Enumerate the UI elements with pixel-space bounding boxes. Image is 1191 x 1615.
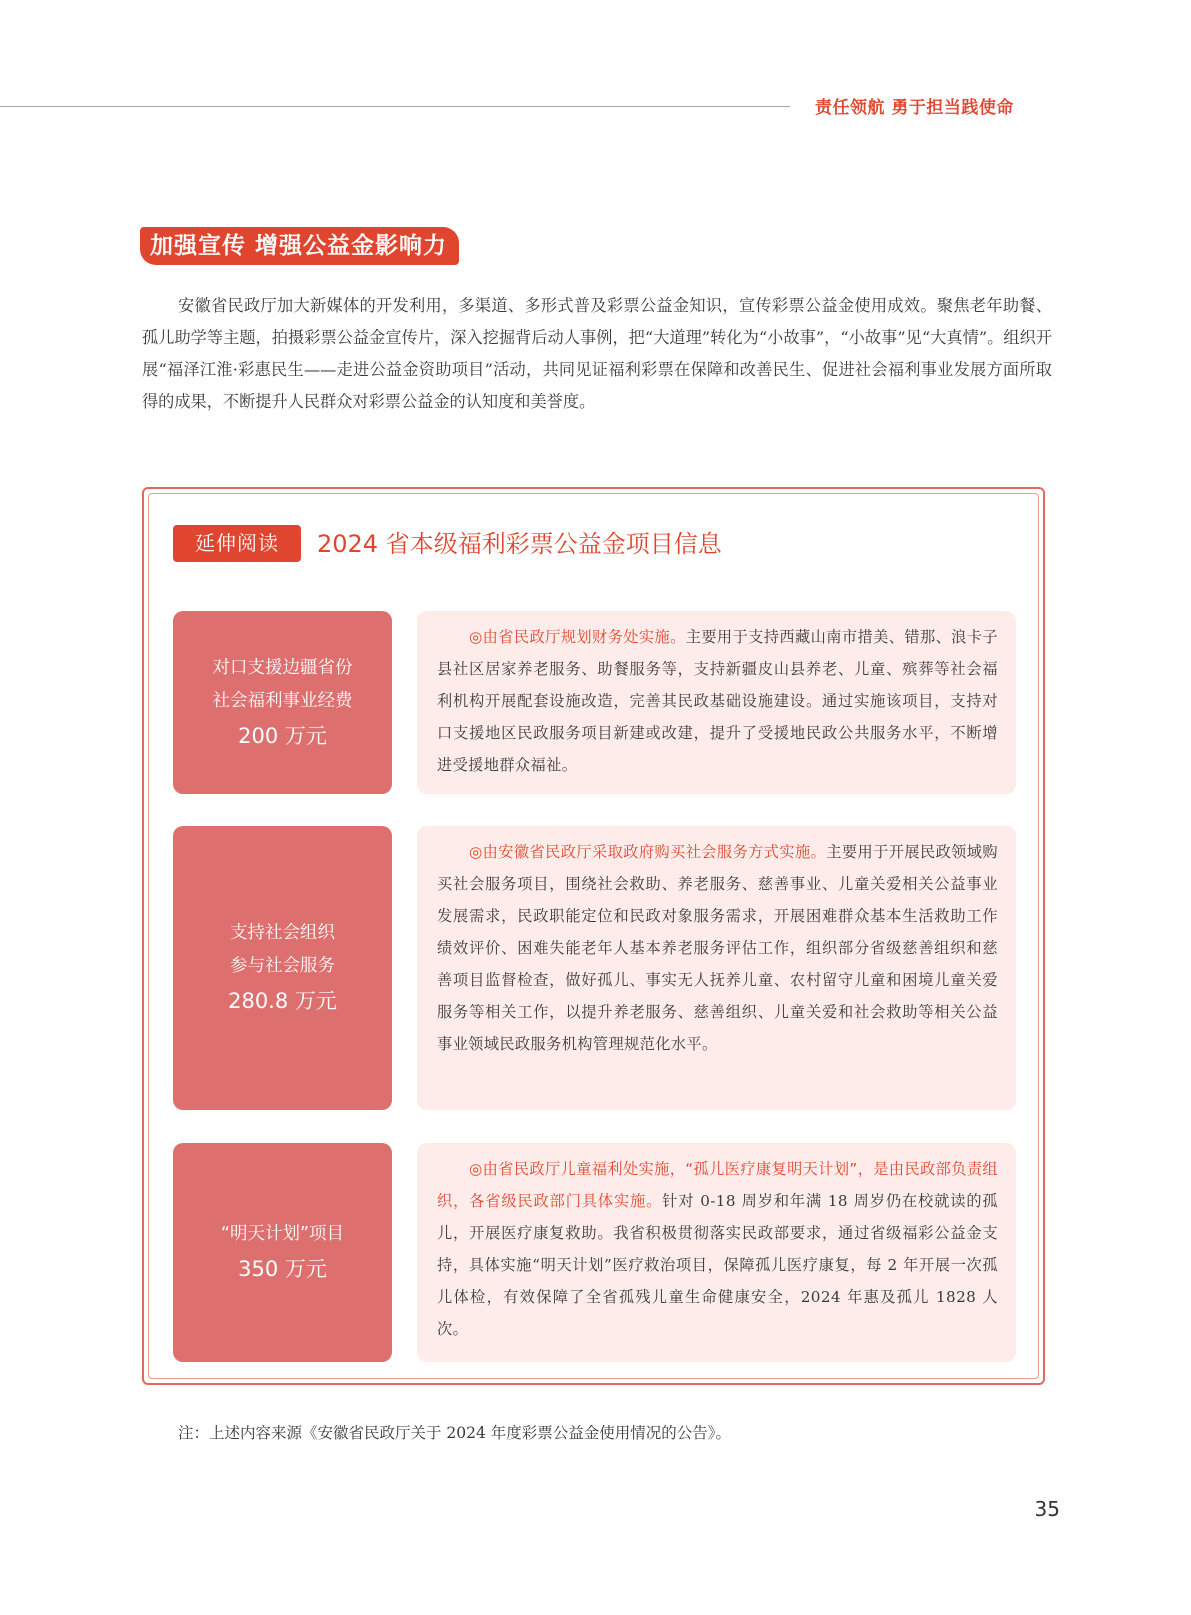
extended-reading-title: 2024 省本级福利彩票公益金项目信息 [317, 530, 722, 558]
project-description [437, 621, 998, 781]
project-name-line: 对口支援边疆省份 [212, 657, 353, 678]
project-card-name [173, 1143, 392, 1362]
project-card-description [417, 611, 1016, 794]
section-heading: 加强宣传 增强公益金影响力 [140, 227, 459, 265]
project-name-line: “明天计划”项目 [220, 1224, 345, 1244]
project-card-name [173, 826, 392, 1110]
project-card-description [417, 826, 1016, 1110]
project-card-description [417, 1143, 1016, 1362]
project-lead: ◎由安徽省民政厅采取政府购买社会服务方式实施。 [469, 843, 827, 861]
project-card-name [173, 611, 392, 794]
source-note: 注：上述内容来源《安徽省民政厅关于 2024 年度彩票公益金使用情况的公告》。 [178, 1424, 732, 1442]
project-text: 主要用于开展民政领域购买社会服务项目，围绕社会救助、养老服务、慈善事业、儿童关爱相关公益事业发展需求，民政职能定位和民政对象服务需求，开展困难群众基本生活救助工作绩效评价、困难失能老年人基本养老服务评估工作，组织部分省级慈善组织和慈善项目监督检查，做好孤儿、事实无人抚养儿童、农村留守儿童和困境儿童关爱服务等相关工作，以提升养老服务、慈善组织、儿童关爱和社会救助等相关公益事业领域民政服务机构管理规范化水平。 [437, 843, 999, 1053]
page-number: 35 [1034, 1497, 1060, 1521]
running-header-title: 责任领航 勇于担当践使命 [815, 98, 1014, 118]
header-rule [0, 106, 790, 107]
project-lead: ◎由省民政厅儿童福利处实施，“孤儿医疗康复明天计划”，是由民政部负责组织，各省级民政部门具体实施。 [437, 1160, 998, 1210]
project-text: 主要用于支持西藏山南市措美、错那、浪卡子县社区居家养老服务、助餐服务等，支持新疆皮山县养老、儿童、殡葬等社会福利机构开展配套设施改造，完善其民政基础设施建设。通过实施该项目，支持对口支援地区民政服务项目新建或改建，提升了受援地民政公共服务水平，不断增进受援地群众福祉。 [437, 628, 999, 774]
project-amount: 280.8 万元 [228, 989, 337, 1013]
project-name-line: 支持社会组织 [230, 923, 335, 943]
project-name-line: 参与社会服务 [230, 956, 335, 976]
project-description [437, 1153, 998, 1345]
extended-reading-tag: 延伸阅读 [173, 525, 301, 562]
project-amount: 200 万元 [238, 723, 327, 748]
project-text: 针对 0-18 周岁和年满 18 周岁仍在校就读的孤儿，开展医疗康复救助。我省积极贯彻落实民政部要求，通过省级福彩公益金支持，具体实施“明天计划”医疗救治项目，保障孤儿医疗康复，每 2 年开展一次孤儿体检，有效保障了全省孤残儿童生命健康安全，2024 年惠及孤儿 1828 人次。 [437, 1192, 999, 1338]
project-description [437, 836, 998, 1060]
project-amount: 350 万元 [238, 1257, 327, 1281]
project-name-line: 社会福利事业经费 [212, 690, 353, 711]
section-paragraph: 安徽省民政厅加大新媒体的开发利用，多渠道、多形式普及彩票公益金知识，宣传彩票公益金使用成效。聚焦老年助餐、孤儿助学等主题，拍摄彩票公益金宣传片，深入挖掘背后动人事例，把“大道理”转化为“小故事”，“小故事”见“大真情”。组织开展“福泽江淮·彩惠民生——走进公益金资助项目”活动，共同见证福利彩票在保障和改善民生、促进社会福利事业发展方面所取得的成果，不断提升人民群众对彩票公益金的认知度和美誉度。 [142, 296, 1052, 411]
project-lead: ◎由省民政厅规划财务处实施。 [469, 628, 686, 646]
